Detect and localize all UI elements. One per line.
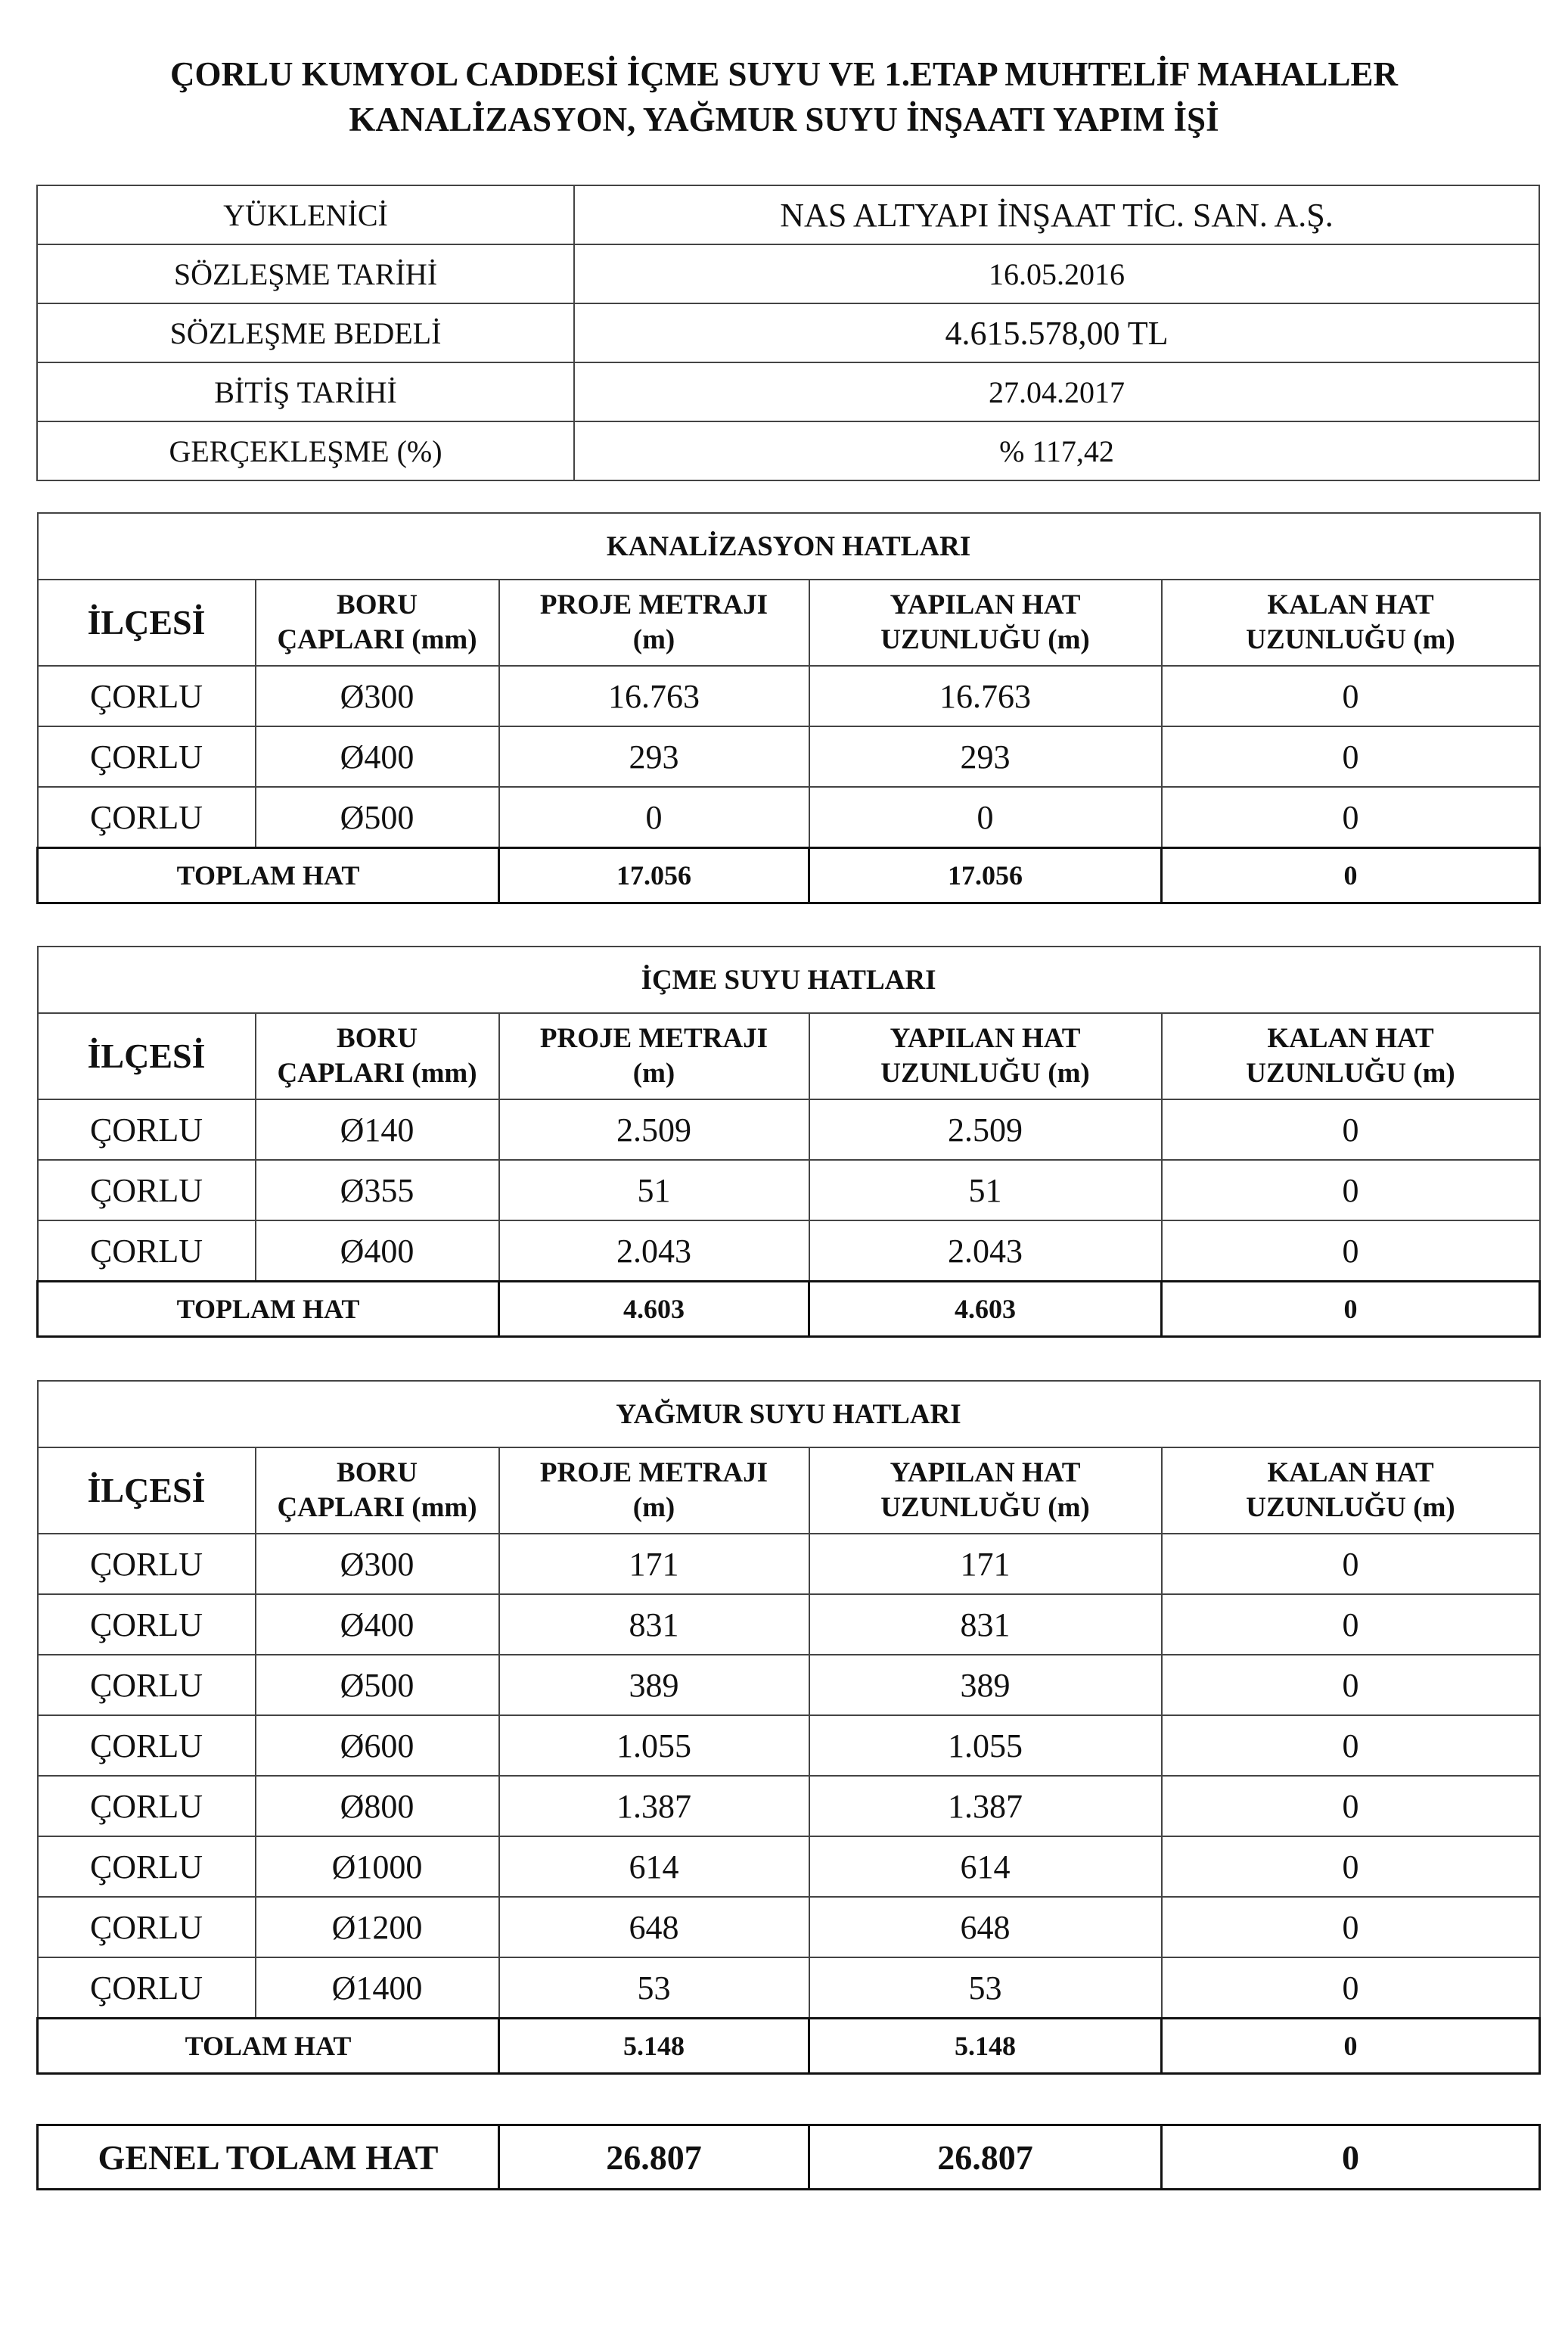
section-title: İÇME SUYU HATLARI [38, 947, 1540, 1013]
table-row [38, 1220, 1540, 1282]
contract-info-table [36, 185, 1540, 481]
info-label: SÖZLEŞME TARİHİ [37, 244, 574, 303]
info-row-realization [37, 421, 1539, 480]
cell-kalan-hat: 0 [1162, 787, 1540, 848]
header-ilce: İLÇESİ [38, 1013, 256, 1099]
header-proje [499, 580, 809, 666]
header-yapilan [809, 580, 1162, 666]
header-boru [256, 580, 499, 666]
table-row [38, 726, 1540, 787]
info-value: 27.04.2017 [574, 362, 1539, 421]
cell-proje-metraji: 293 [499, 726, 809, 787]
cell-kalan-hat: 0 [1162, 1655, 1540, 1715]
header-yapilan-line-2: UZUNLUĞU (m) [880, 624, 1090, 655]
cell-ilce: ÇORLU [38, 1836, 256, 1897]
cell-boru-capi: Ø400 [256, 1594, 499, 1655]
title-line-1: ÇORLU KUMYOL CADDESİ İÇME SUYU VE 1.ETAP MUHTELİF MAHALLER [169, 55, 1399, 93]
cell-proje-metraji: 16.763 [499, 666, 809, 726]
drinking-water-lines-table [36, 946, 1541, 1338]
cell-kalan-hat: 0 [1162, 1715, 1540, 1776]
header-kalan-line-1: KALAN HAT [1267, 589, 1434, 620]
info-row-end-date [37, 362, 1539, 421]
header-yapilan-line-1: YAPILAN HAT [890, 589, 1081, 620]
cell-kalan-hat: 0 [1162, 1836, 1540, 1897]
table-row [38, 1715, 1540, 1776]
cell-ilce: ÇORLU [38, 1594, 256, 1655]
info-label: YÜKLENİCİ [37, 185, 574, 244]
header-yapilan-line-2: UZUNLUĞU (m) [880, 1058, 1090, 1089]
cell-proje-metraji: 171 [499, 1534, 809, 1594]
header-yapilan [809, 1013, 1162, 1099]
cell-yapilan-hat: 2.043 [809, 1220, 1162, 1282]
total-row [38, 2019, 1540, 2074]
section-title-row [38, 947, 1540, 1013]
header-ilce: İLÇESİ [38, 580, 256, 666]
cell-kalan-hat: 0 [1162, 1957, 1540, 2019]
total-label: TOLAM HAT [38, 2019, 499, 2074]
cell-yapilan-hat: 16.763 [809, 666, 1162, 726]
cell-yapilan-hat: 1.055 [809, 1715, 1162, 1776]
total-yapilan: 17.056 [809, 848, 1162, 903]
header-boru-line-1: BORU [337, 1457, 418, 1488]
cell-boru-capi: Ø600 [256, 1715, 499, 1776]
cell-boru-capi: Ø400 [256, 726, 499, 787]
table-row [38, 1655, 1540, 1715]
rainwater-lines-table [36, 1380, 1541, 2075]
cell-proje-metraji: 648 [499, 1897, 809, 1957]
info-label: BİTİŞ TARİHİ [37, 362, 574, 421]
cell-proje-metraji: 2.043 [499, 1220, 809, 1282]
cell-boru-capi: Ø1000 [256, 1836, 499, 1897]
cell-kalan-hat: 0 [1162, 1897, 1540, 1957]
table-row [38, 1594, 1540, 1655]
cell-ilce: ÇORLU [38, 787, 256, 848]
cell-ilce: ÇORLU [38, 726, 256, 787]
cell-kalan-hat: 0 [1162, 1534, 1540, 1594]
section-title: KANALİZASYON HATLARI [38, 513, 1540, 580]
grand-total-table [36, 2124, 1541, 2190]
cell-boru-capi: Ø500 [256, 1655, 499, 1715]
header-proje-line-1: PROJE METRAJI [539, 589, 768, 620]
header-proje-line-1: PROJE METRAJI [539, 1023, 768, 1054]
header-proje-line-2: (m) [632, 1058, 675, 1089]
cell-yapilan-hat: 0 [809, 787, 1162, 848]
header-kalan-line-1: KALAN HAT [1267, 1023, 1434, 1054]
cell-proje-metraji: 0 [499, 787, 809, 848]
cell-yapilan-hat: 53 [809, 1957, 1162, 2019]
cell-ilce: ÇORLU [38, 1655, 256, 1715]
info-value: 16.05.2016 [574, 244, 1539, 303]
header-kalan-line-2: UZUNLUĞU (m) [1246, 624, 1455, 655]
section-title: YAĞMUR SUYU HATLARI [38, 1381, 1540, 1447]
cell-ilce: ÇORLU [38, 1776, 256, 1836]
section-title-row [38, 1381, 1540, 1447]
info-label: SÖZLEŞME BEDELİ [37, 303, 574, 362]
total-proje: 5.148 [499, 2019, 809, 2074]
cell-yapilan-hat: 614 [809, 1836, 1162, 1897]
cell-proje-metraji: 51 [499, 1160, 809, 1220]
header-yapilan [809, 1447, 1162, 1534]
total-yapilan: 4.603 [809, 1282, 1162, 1337]
header-yapilan-line-1: YAPILAN HAT [890, 1457, 1081, 1488]
cell-boru-capi: Ø300 [256, 1534, 499, 1594]
cell-proje-metraji: 614 [499, 1836, 809, 1897]
cell-yapilan-hat: 1.387 [809, 1776, 1162, 1836]
header-kalan [1162, 1013, 1540, 1099]
header-ilce: İLÇESİ [38, 1447, 256, 1534]
header-proje [499, 1447, 809, 1534]
cell-kalan-hat: 0 [1162, 1220, 1540, 1282]
info-value: NAS ALTYAPI İNŞAAT TİC. SAN. A.Ş. [574, 185, 1539, 244]
header-yapilan-line-2: UZUNLUĞU (m) [880, 1492, 1090, 1523]
cell-ilce: ÇORLU [38, 1220, 256, 1282]
header-yapilan-line-1: YAPILAN HAT [890, 1023, 1081, 1054]
grand-total-row [38, 2125, 1540, 2190]
cell-boru-capi: Ø355 [256, 1160, 499, 1220]
header-boru [256, 1013, 499, 1099]
cell-boru-capi: Ø400 [256, 1220, 499, 1282]
total-kalan: 0 [1162, 848, 1540, 903]
info-label: GERÇEKLEŞME (%) [37, 421, 574, 480]
cell-ilce: ÇORLU [38, 666, 256, 726]
cell-ilce: ÇORLU [38, 1897, 256, 1957]
total-label: TOPLAM HAT [38, 848, 499, 903]
column-header-row [38, 580, 1540, 666]
total-row [38, 1282, 1540, 1337]
cell-boru-capi: Ø800 [256, 1776, 499, 1836]
cell-kalan-hat: 0 [1162, 1099, 1540, 1160]
cell-yapilan-hat: 389 [809, 1655, 1162, 1715]
header-kalan-line-1: KALAN HAT [1267, 1457, 1434, 1488]
header-proje-line-2: (m) [632, 624, 675, 655]
header-kalan-line-2: UZUNLUĞU (m) [1246, 1492, 1455, 1523]
table-row [38, 1534, 1540, 1594]
title-line-2: KANALİZASYON, YAĞMUR SUYU İNŞAATI YAPIM İŞİ [349, 101, 1219, 138]
table-row [38, 1957, 1540, 2019]
cell-proje-metraji: 1.387 [499, 1776, 809, 1836]
cell-proje-metraji: 389 [499, 1655, 809, 1715]
header-proje-line-2: (m) [632, 1492, 675, 1523]
info-row-contract-date [37, 244, 1539, 303]
cell-proje-metraji: 2.509 [499, 1099, 809, 1160]
table-row [38, 1776, 1540, 1836]
cell-kalan-hat: 0 [1162, 1594, 1540, 1655]
header-proje-line-1: PROJE METRAJI [539, 1457, 768, 1488]
cell-yapilan-hat: 171 [809, 1534, 1162, 1594]
cell-yapilan-hat: 648 [809, 1897, 1162, 1957]
grand-total-kalan: 0 [1162, 2125, 1540, 2190]
cell-ilce: ÇORLU [38, 1957, 256, 2019]
info-value: 4.615.578,00 TL [574, 303, 1539, 362]
table-row [38, 666, 1540, 726]
cell-yapilan-hat: 2.509 [809, 1099, 1162, 1160]
cell-proje-metraji: 53 [499, 1957, 809, 2019]
total-kalan: 0 [1162, 1282, 1540, 1337]
header-kalan-line-2: UZUNLUĞU (m) [1246, 1058, 1455, 1089]
cell-ilce: ÇORLU [38, 1099, 256, 1160]
header-proje [499, 1013, 809, 1099]
cell-kalan-hat: 0 [1162, 1160, 1540, 1220]
cell-boru-capi: Ø500 [256, 787, 499, 848]
header-boru-line-2: ÇAPLARI (mm) [277, 1492, 477, 1523]
total-yapilan: 5.148 [809, 2019, 1162, 2074]
cell-boru-capi: Ø1400 [256, 1957, 499, 2019]
table-row [38, 1897, 1540, 1957]
document-title [0, 51, 1568, 142]
header-boru [256, 1447, 499, 1534]
cell-kalan-hat: 0 [1162, 666, 1540, 726]
header-boru-line-2: ÇAPLARI (mm) [277, 624, 477, 655]
cell-kalan-hat: 0 [1162, 726, 1540, 787]
total-kalan: 0 [1162, 2019, 1540, 2074]
cell-kalan-hat: 0 [1162, 1776, 1540, 1836]
grand-total-proje: 26.807 [499, 2125, 809, 2190]
cell-ilce: ÇORLU [38, 1715, 256, 1776]
cell-boru-capi: Ø1200 [256, 1897, 499, 1957]
cell-ilce: ÇORLU [38, 1160, 256, 1220]
sewer-lines-table [36, 512, 1541, 904]
info-row-contract-price [37, 303, 1539, 362]
header-boru-line-1: BORU [337, 589, 418, 620]
info-value: % 117,42 [574, 421, 1539, 480]
grand-total-yapilan: 26.807 [809, 2125, 1162, 2190]
cell-yapilan-hat: 51 [809, 1160, 1162, 1220]
column-header-row [38, 1447, 1540, 1534]
total-row [38, 848, 1540, 903]
cell-yapilan-hat: 831 [809, 1594, 1162, 1655]
grand-total-label: GENEL TOLAM HAT [38, 2125, 499, 2190]
table-row [38, 1160, 1540, 1220]
total-proje: 4.603 [499, 1282, 809, 1337]
cell-boru-capi: Ø140 [256, 1099, 499, 1160]
cell-proje-metraji: 831 [499, 1594, 809, 1655]
table-row [38, 1836, 1540, 1897]
section-title-row [38, 513, 1540, 580]
cell-yapilan-hat: 293 [809, 726, 1162, 787]
header-boru-line-2: ÇAPLARI (mm) [277, 1058, 477, 1089]
total-label: TOPLAM HAT [38, 1282, 499, 1337]
total-proje: 17.056 [499, 848, 809, 903]
header-kalan [1162, 1447, 1540, 1534]
column-header-row [38, 1013, 1540, 1099]
header-kalan [1162, 580, 1540, 666]
cell-boru-capi: Ø300 [256, 666, 499, 726]
table-row [38, 1099, 1540, 1160]
info-row-contractor [37, 185, 1539, 244]
header-boru-line-1: BORU [337, 1023, 418, 1054]
cell-ilce: ÇORLU [38, 1534, 256, 1594]
cell-proje-metraji: 1.055 [499, 1715, 809, 1776]
table-row [38, 787, 1540, 848]
